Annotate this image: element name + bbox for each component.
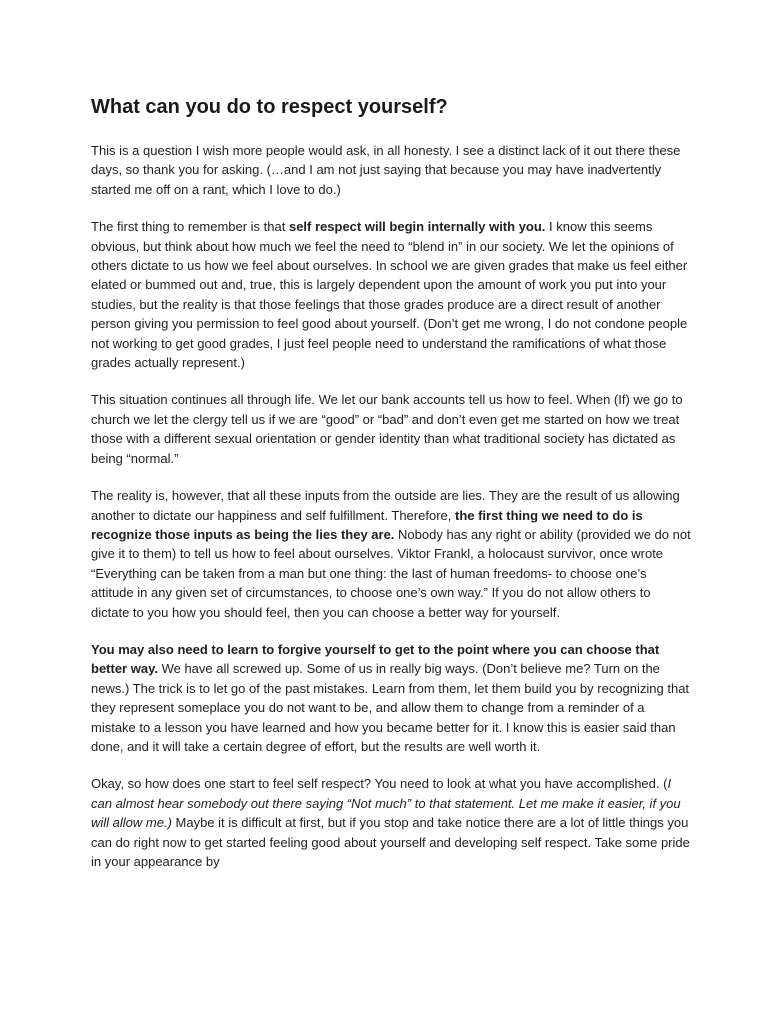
paragraph-2 — [91, 217, 691, 372]
paragraph-6 — [91, 774, 691, 871]
paragraph-2-text-end: I know this seems obvious, but think about how much we feel the need to “blend in” in our society. We let the opinions of others dictate to us how we feel about ourselves. In school we are given grades that make us feel either elated or bummed out and, true, this is largely dependent upon the amount of work you put into your studies, but the reality is that those feelings that those grades produce are a direct result of another person giving you permission to feel good about yourself. (Don’t get me wrong, I do not condone people not working to get good grades, I just feel people need to understand the ramifications of what those grades actually represent.) — [91, 219, 688, 371]
paragraph-4-text-end: Nobody has any right or ability (provided we do not give it to them) to tell us how to feel about ourselves. Viktor Frankl, a holocaust survivor, once wrote “Everything can be taken from a man but one thing: the last of human freedoms- to choose one’s attitude in any given set of circumstances, to choose one’s own way.” If you do not allow others to dictate to you how you should feel, then you can choose a better way for yourself. — [91, 526, 691, 620]
paragraph-4-text-start: The reality is, however, that all these inputs from the outside are lies. They are the result of us allowing another to dictate our happiness and self fulfillment. Therefore, — [91, 488, 680, 523]
paragraph-2-text-start: The first thing to remember is that — [91, 219, 289, 235]
paragraph-2-emphasis: self respect will begin internally with you. — [288, 219, 546, 235]
article-title: What can you do to respect yourself? — [91, 96, 448, 118]
paragraph-5-text-end: We have all screwed up. Some of us in really big ways. (Don’t believe me? Turn on the news.) The trick is to let go of the past mistakes. Learn from them, let them build you by recognizing that they represent someplace you do not want to be, and allow them to change from a reminder of a mistake to a lesson you have learned and how you became better for it. I know this is easier said than done, and it will take a certain degree of effort, but the results are well worth it. — [91, 661, 690, 754]
article-body — [91, 94, 691, 889]
paragraph-5 — [91, 640, 691, 756]
paragraph-6-text-start: Okay, so how does one start to feel self respect? You need to look at what you have accomplished. ( — [91, 776, 668, 792]
paragraph-1: This is a question I wish more people would ask, in all honesty. I see a distinct lack of it out there these days, so thank you for asking. (…and I am not just saying that because you may have inadvertently started me off on a rant, which I love to do.) — [91, 143, 681, 197]
paragraph-4 — [91, 486, 691, 622]
paragraph-3: This situation continues all through life. We let our bank accounts tell us how to feel. When (If) we go to church we let the clergy tell us if we are “good” or “bad” and don’t even get me started on how we treat those with a different sexual orientation or gender identity than what traditional society has dictated as being “normal.” — [91, 392, 683, 466]
paragraph-4-emphasis: the first thing we need to do is recognize those inputs as being the lies they are. — [91, 507, 643, 542]
paragraph-6-italic: I can almost hear somebody out there saying “Not much” to that statement. Let me make it easier, if you will allow me.) — [91, 776, 681, 831]
paragraph-5-emphasis: You may also need to learn to forgive yourself to get to the point where you can choose that better way. — [91, 641, 660, 677]
paragraph-6-text-end: Maybe it is difficult at first, but if you stop and take notice there are a lot of little things you can do right now to get started feeling good about yourself and developing self respect. Take some pride in your appearance by — [91, 815, 690, 869]
